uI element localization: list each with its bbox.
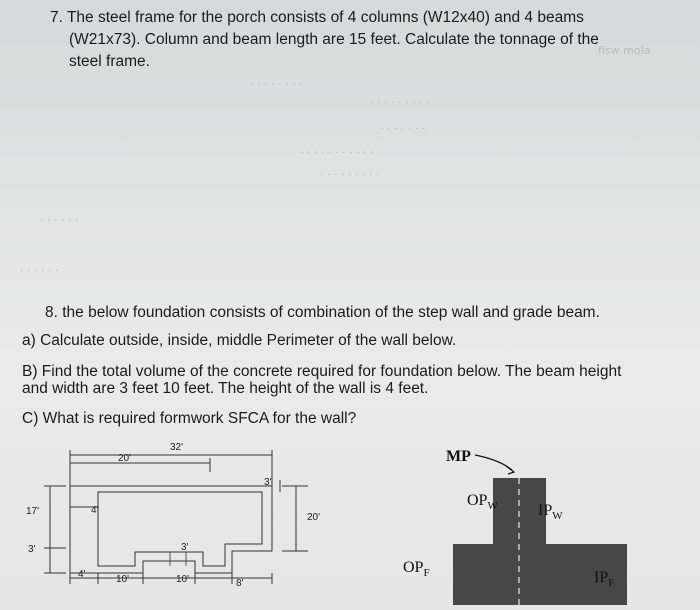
dim-17: 17' (26, 506, 40, 517)
q8-part-c: C) What is required formwork SFCA for the wall? (22, 410, 357, 427)
q7-line-1: 7. The steel frame for the porch consists of 4 columns (W12x40) and 4 beams (50, 9, 584, 26)
mp-label: MP (446, 448, 471, 465)
op-wall-label: $OP_W$ (467, 492, 498, 512)
dim-20-right: 20' (307, 512, 321, 523)
ip-footing-label: $IP_F$ (594, 569, 615, 589)
dim-10-a: 10' (116, 574, 130, 585)
dim-10-b: 10' (176, 574, 190, 585)
dim-3-right: 3' (264, 477, 272, 488)
dim-8: 8' (236, 578, 244, 589)
q7-line-2: (W21x73). Column and beam length are 15 feet. Calculate the tonnage of the (69, 31, 599, 48)
dim-20-top: 20' (118, 453, 132, 464)
dim-4-bottom: 4' (78, 569, 86, 580)
dim-3-left: 3' (28, 544, 36, 555)
ip-wall-label: $IP_W$ (538, 502, 563, 522)
dim-4-inner: 4' (91, 505, 99, 516)
q8-part-b-line-1: B) Find the total volume of the concrete required for foundation below. The beam height (22, 363, 622, 380)
q7-line-3: steel frame. (69, 53, 150, 70)
q8-part-b-line-2: and width are 3 feet 10 feet. The height of the wall is 4 feet. (22, 380, 429, 397)
dim-32: 32' (170, 442, 184, 453)
q8-intro: 8. the below foundation consists of combination of the step wall and grade beam. (45, 304, 600, 321)
op-footing-label: $OP_F$ (403, 559, 430, 579)
q8-part-a: a) Calculate outside, inside, middle Perimeter of the wall below. (22, 332, 457, 349)
dim-3-notch: 3' (181, 542, 189, 553)
